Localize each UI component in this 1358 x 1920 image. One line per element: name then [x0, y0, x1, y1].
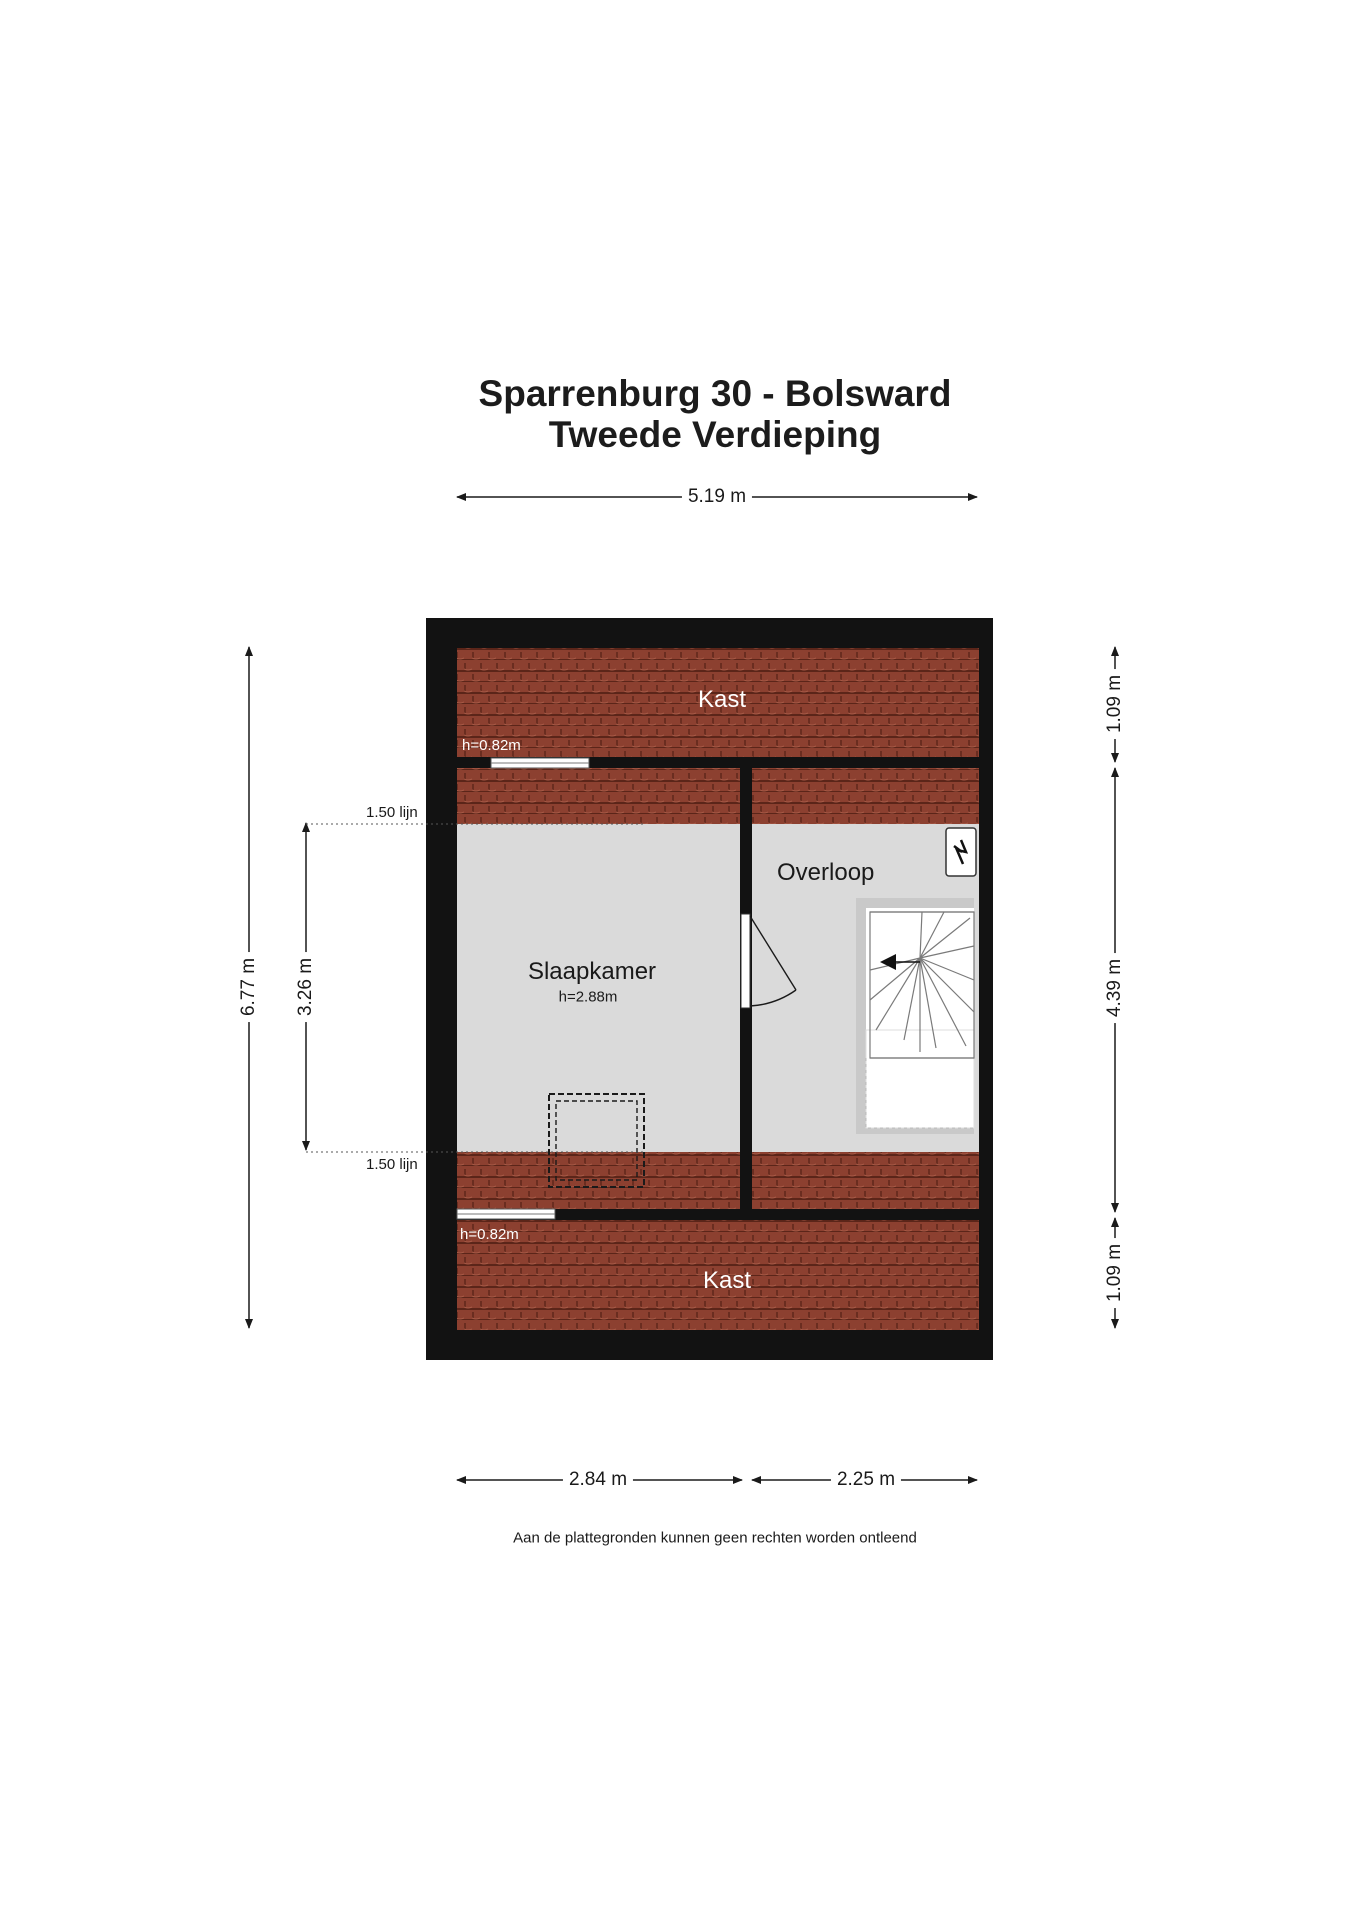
bedroom-upper-slope	[457, 768, 740, 824]
dimension-left-inner: 3.26 m	[295, 952, 317, 1022]
bedroom-height: h=2.88m	[558, 988, 618, 1006]
floor-name: Tweede Verdieping	[548, 414, 882, 455]
bedroom-label: Slaapkamer	[527, 958, 657, 985]
bedroom-lower-slope	[457, 1152, 740, 1209]
landing-lower-slope	[752, 1152, 979, 1209]
bottom-closet-label: Kast	[702, 1267, 752, 1294]
partition-wall-upper	[740, 768, 752, 914]
top-closet-height: h=0.82m	[462, 737, 521, 754]
landing-label: Overloop	[777, 859, 875, 886]
plan-title: Sparrenburg 30 - Bolsward	[478, 373, 952, 414]
bottom-closet-height: h=0.82m	[460, 1226, 519, 1243]
upper-slope-line-label: 1.50 lijn	[366, 804, 418, 821]
landing-upper-slope	[752, 768, 979, 824]
top-closet-label: Kast	[697, 686, 747, 713]
dimension-left-total: 6.77 m	[238, 952, 260, 1022]
partition-wall-lower	[740, 1008, 752, 1209]
door-frame	[741, 914, 750, 1008]
dimension-right-top: 1.09 m	[1104, 669, 1126, 739]
dimension-bottom-left: 2.84 m	[563, 1469, 633, 1491]
lower-slope-line-label: 1.50 lijn	[366, 1156, 418, 1173]
staircase-icon	[856, 898, 974, 1134]
dimension-right-bottom: 1.09 m	[1104, 1238, 1126, 1308]
dimension-bottom-right: 2.25 m	[831, 1469, 901, 1491]
dimension-right-middle: 4.39 m	[1104, 953, 1126, 1023]
disclaimer: Aan de plattegronden kunnen geen rechten worden ontleend	[513, 1529, 917, 1547]
dimension-top-width: 5.19 m	[682, 486, 752, 508]
bottom-closet-window	[457, 1209, 555, 1219]
central-heating-icon	[946, 828, 976, 876]
top-closet-window	[491, 758, 589, 768]
